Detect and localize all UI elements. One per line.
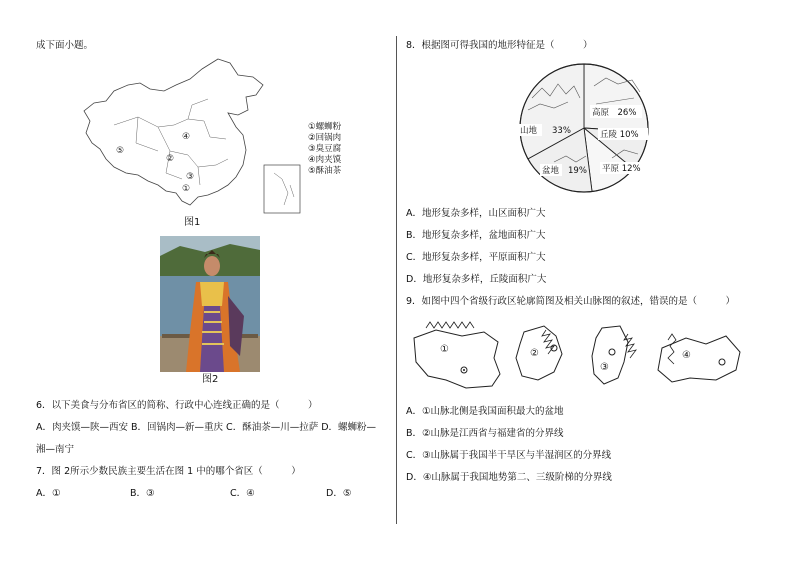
q8-option-d: D．地形复杂多样，丘陵面积广大 — [406, 274, 547, 285]
legend-item-5: ⑤酥油茶 — [308, 166, 342, 176]
fig2-caption: 图2 — [202, 374, 219, 385]
fig1-caption: 图1 — [184, 217, 201, 228]
q9-option-d: D．④山脉属于我国地势第二、三级阶梯的分界线 — [406, 472, 612, 483]
china-map-figure — [78, 55, 308, 217]
q9-option-c: C．③山脉属于我国半干旱区与半湿润区的分界线 — [406, 450, 612, 461]
pie-label-basin-pct: 19% — [568, 166, 587, 176]
province-outlines-figure — [406, 318, 746, 398]
legend-item-1: ①螺蛳粉 — [308, 122, 342, 132]
shape-label-2: ② — [530, 348, 539, 359]
q7-option-b: B．③ — [130, 488, 155, 499]
map-region-1: ① — [182, 184, 191, 194]
q7-option-a: A．① — [36, 488, 61, 499]
q8-option-a: A．地形复杂多样，山区面积广大 — [406, 208, 546, 219]
q6-stem: 6．以下美食与分布省区的简称、行政中心连线正确的是（ ） — [36, 400, 318, 411]
legend-item-2: ②回锅肉 — [308, 133, 342, 143]
map-region-3: ③ — [186, 172, 195, 182]
pie-label-plain: 平原 12% — [602, 164, 641, 174]
q7-option-d: D．⑤ — [326, 488, 352, 499]
pie-label-mountain-pct: 33% — [552, 126, 571, 136]
q8-option-b: B．地形复杂多样，盆地面积广大 — [406, 230, 546, 241]
map-region-2: ② — [166, 154, 175, 164]
q6-options-line2: 湘—南宁 — [36, 444, 75, 455]
q7-stem: 7．图 2所示少数民族主要生活在图 1 中的哪个省区（ ） — [36, 466, 301, 477]
q9-stem: 9．如图中四个省级行政区轮廓简图及相关山脉图的叙述，错误的是（ ） — [406, 296, 736, 307]
map-region-5: ⑤ — [116, 146, 125, 156]
pie-label-basin: 盆地 — [542, 166, 560, 176]
shape-label-1: ① — [440, 344, 449, 355]
pie-label-hill: 丘陵 10% — [600, 130, 639, 140]
pie-label-plateau: 高原 26% — [592, 108, 637, 118]
column-divider — [396, 36, 397, 524]
q7-option-c: C．④ — [230, 488, 255, 499]
shape-label-3: ③ — [600, 362, 609, 373]
legend-item-4: ④肉夹馍 — [308, 155, 342, 165]
pie-slice-plateau — [584, 64, 648, 132]
terrain-pie-chart — [514, 58, 654, 198]
q8-stem: 8．根据图可得我国的地形特征是（ ） — [406, 40, 593, 51]
ethnic-costume-photo — [160, 236, 260, 372]
q6-options-line1: A．肉夹馍—陕—西安 B．回锅肉—新—重庆 C．酥油茶—川—拉萨 D．螺蛳粉— — [36, 422, 377, 433]
pie-label-mountain: 山地 — [520, 126, 538, 136]
map-region-4: ④ — [182, 132, 191, 142]
legend-item-3: ③臭豆腐 — [308, 144, 342, 154]
q8-option-c: C．地形复杂多样，平原面积广大 — [406, 252, 546, 263]
q9-option-b: B．②山脉是江西省与福建省的分界线 — [406, 428, 564, 439]
shape-label-4: ④ — [682, 350, 691, 361]
intro-text: 成下面小题。 — [36, 40, 94, 51]
q9-option-a: A．①山脉北侧是我国面积最大的盆地 — [406, 406, 564, 417]
